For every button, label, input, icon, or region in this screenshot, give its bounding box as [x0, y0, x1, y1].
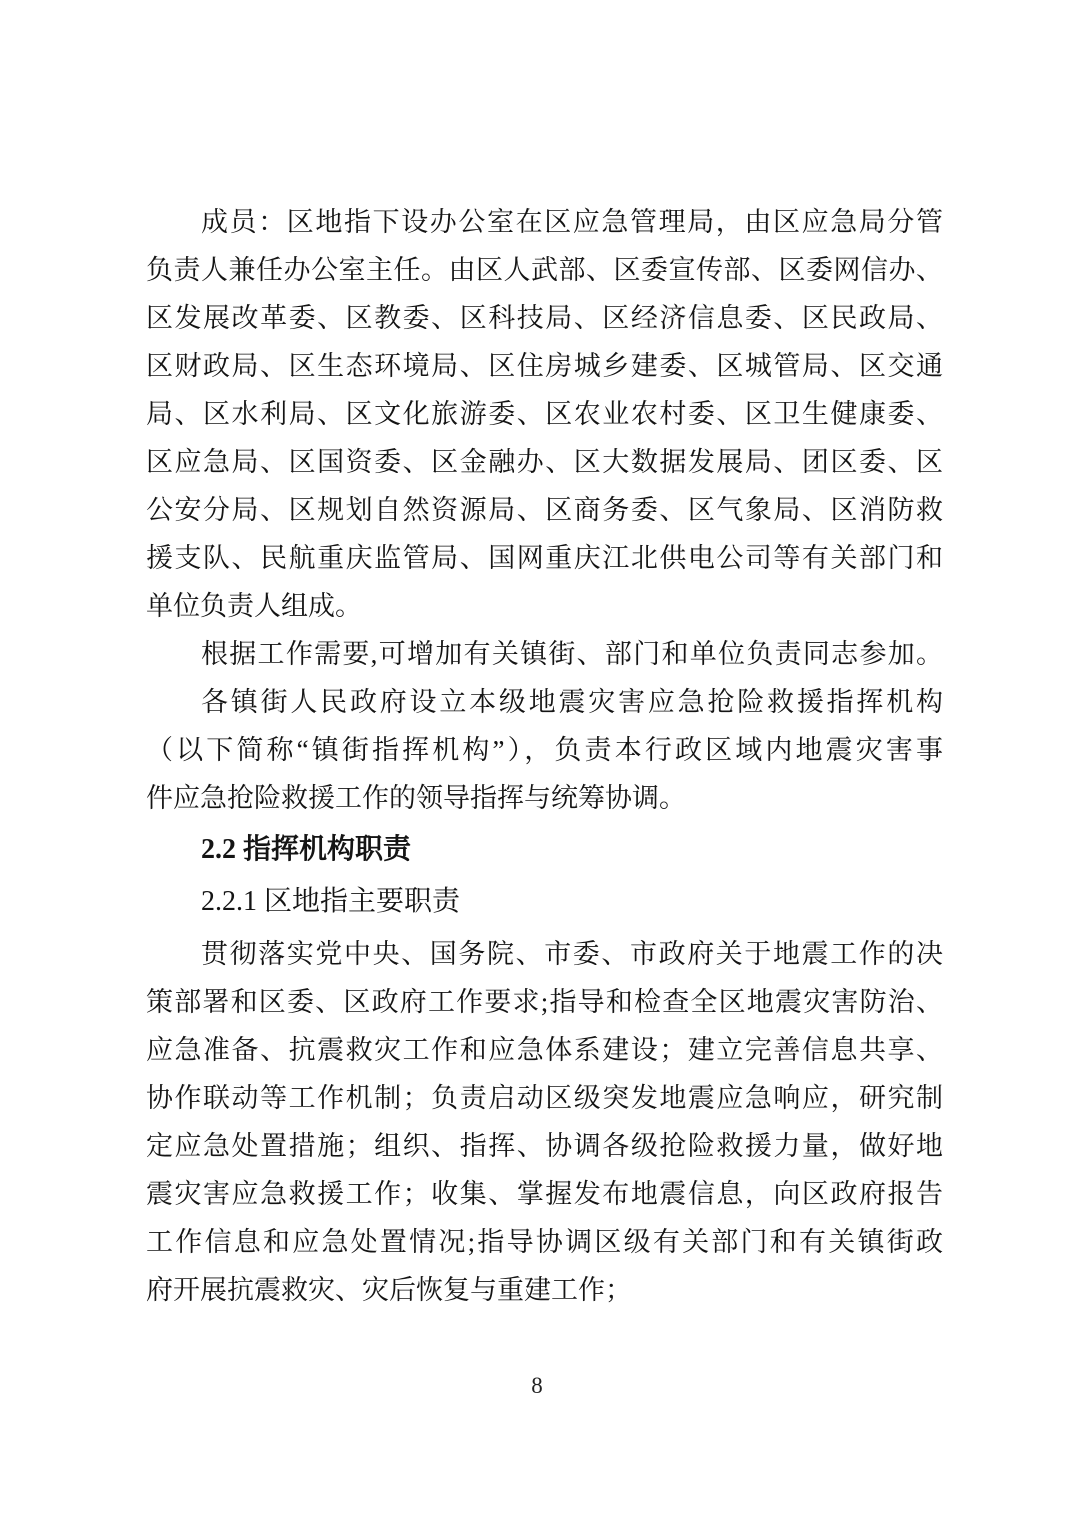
text-line: 府开展抗震救灾、灾后恢复与重建工作；	[146, 1275, 632, 1305]
text-line: 公安分局、区规划自然资源局、区商务委、区气象局、区消防救	[146, 495, 943, 525]
section-heading-2-2-1: 2.2.1 区地指主要职责	[201, 886, 461, 917]
paragraph-duties	[146, 930, 943, 1314]
page-number: 8	[531, 1373, 543, 1398]
text-line: 单位负责人组成。	[146, 591, 362, 621]
text-line: 应急准备、抗震救灾工作和应急体系建设；建立完善信息共享、	[146, 1035, 943, 1065]
text-line: 件应急抢险救援工作的领导指挥与统筹协调。	[146, 783, 686, 813]
text-line: 援支队、民航重庆监管局、国网重庆江北供电公司等有关部门和	[146, 543, 943, 573]
text-line: 定应急处置措施；组织、指挥、协调各级抢险救援力量，做好地	[146, 1131, 943, 1161]
text-line: 策部署和区委、区政府工作要求;指导和检查全区地震灾害防治、	[146, 987, 943, 1017]
document-body	[146, 198, 943, 1314]
text-line: （以下简称“镇街指挥机构”），负责本行政区域内地震灾害事	[146, 735, 943, 765]
section-heading-2-2: 2.2 指挥机构职责	[201, 834, 412, 865]
text-line: 区应急局、区国资委、区金融办、区大数据发展局、团区委、区	[146, 447, 943, 477]
text-line: 各镇街人民政府设立本级地震灾害应急抢险救援指挥机构	[201, 687, 943, 717]
text-line: 局、区水利局、区文化旅游委、区农业农村委、区卫生健康委、	[146, 399, 943, 429]
paragraph-town-orgs	[146, 678, 943, 822]
text-line: 贯彻落实党中央、国务院、市委、市政府关于地震工作的决	[201, 939, 943, 969]
paragraph-members	[146, 198, 943, 630]
text-line: 协作联动等工作机制；负责启动区级突发地震应急响应，研究制	[146, 1083, 943, 1113]
text-line: 区财政局、区生态环境局、区住房城乡建委、区城管局、区交通	[146, 351, 943, 381]
text-line: 区发展改革委、区教委、区科技局、区经济信息委、区民政局、	[146, 303, 943, 333]
text-line: 负责人兼任办公室主任。由区人武部、区委宣传部、区委网信办、	[146, 255, 943, 285]
text-line: 工作信息和应急处置情况;指导协调区级有关部门和有关镇街政	[146, 1227, 943, 1257]
paragraph-participation	[146, 630, 943, 678]
text-line: 根据工作需要,可增加有关镇街、部门和单位负责同志参加。	[201, 639, 943, 669]
text-line: 成员：区地指下设办公室在区应急管理局，由区应急局分管	[201, 207, 943, 237]
text-line: 震灾害应急救援工作；收集、掌握发布地震信息，向区政府报告	[146, 1179, 943, 1209]
